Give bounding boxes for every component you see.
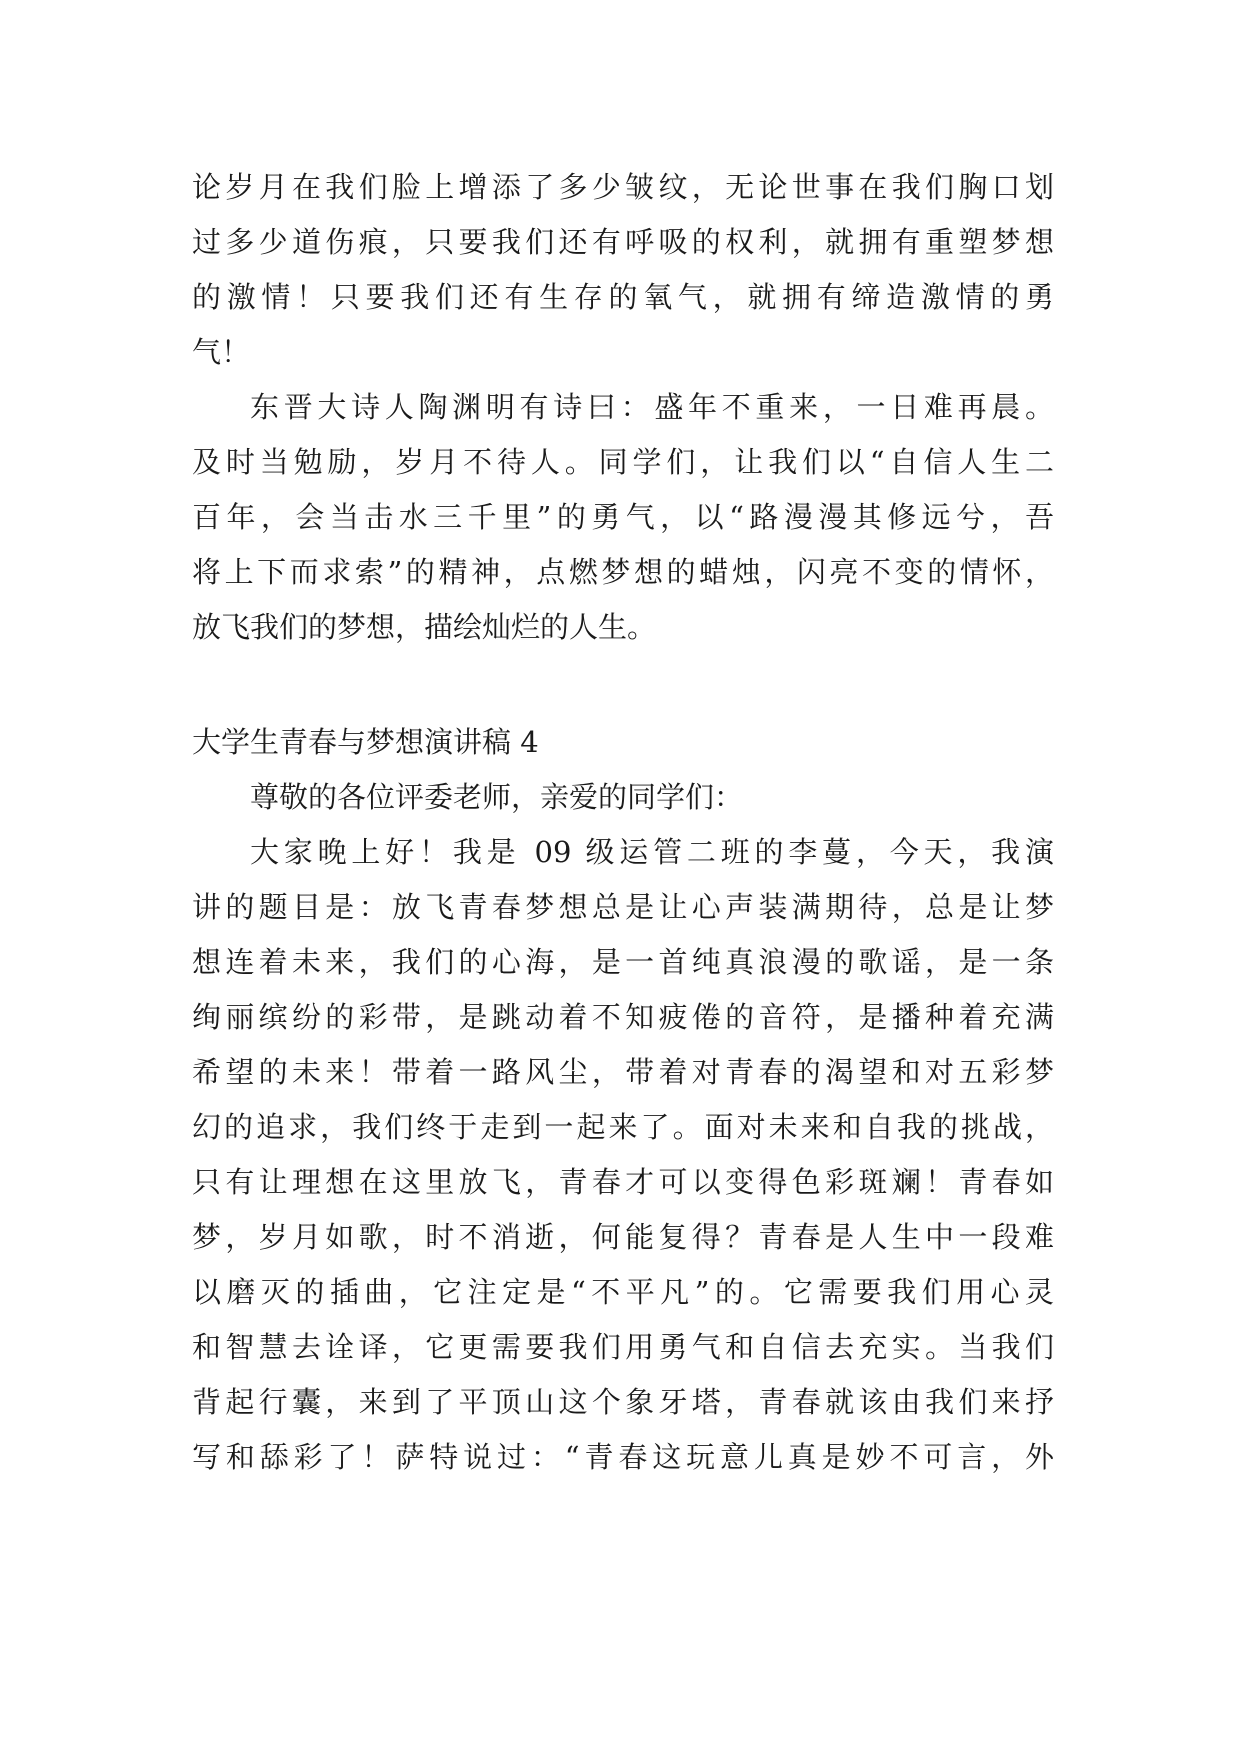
text-line: 和智慧去诠译，它更需要我们用勇气和自信去充实。当我们: [192, 1330, 1054, 1364]
text-line: 及时当勉励，岁月不待人。同学们，让我们以“自信人生二: [192, 445, 1054, 479]
text-line: 只有让理想在这里放飞，青春才可以变得色彩斑斓！青春如: [192, 1165, 1054, 1199]
text-line: 讲的题目是：放飞青春梦想总是让心声装满期待，总是让梦: [192, 890, 1054, 924]
salutation: 尊敬的各位评委老师，亲爱的同学们：: [250, 780, 744, 814]
text-line: 以磨灭的插曲，它注定是“不平凡”的。它需要我们用心灵: [192, 1275, 1054, 1309]
section-spacer: [192, 655, 1054, 715]
text-line: 幻的追求，我们终于走到一起来了。面对未来和自我的挑战，: [192, 1110, 1054, 1144]
text-line: 气！: [192, 335, 251, 369]
paragraph-1: [192, 160, 1054, 380]
text-line: 梦，岁月如歌，时不消逝，何能复得？青春是人生中一段难: [192, 1220, 1054, 1254]
text-line: 绚丽缤纷的彩带，是跳动着不知疲倦的音符，是播种着充满: [192, 1000, 1054, 1034]
text-line: 想连着未来，我们的心海，是一首纯真浪漫的歌谣，是一条: [192, 945, 1054, 979]
text-line: 论岁月在我们脸上增添了多少皱纹，无论世事在我们胸口划: [192, 170, 1054, 204]
text-line: 东晋大诗人陶渊明有诗曰：盛年不重来，一日难再晨。: [250, 390, 1054, 424]
section-title: 大学生青春与梦想演讲稿 4: [192, 725, 539, 759]
text-line: 大家晚上好！我是 09 级运管二班的李蔓，今天，我演: [250, 835, 1054, 869]
text-line: 的激情！只要我们还有生存的氧气，就拥有缔造激情的勇: [192, 280, 1054, 314]
document-body: [192, 160, 1054, 1485]
text-line: 百年，会当击水三千里”的勇气，以“路漫漫其修远兮，吾: [192, 500, 1054, 534]
text-line: 将上下而求索”的精神，点燃梦想的蜡烛，闪亮不变的情怀，: [192, 555, 1054, 589]
text-line: 背起行囊，来到了平顶山这个象牙塔，青春就该由我们来抒: [192, 1385, 1054, 1419]
text-line: 放飞我们的梦想，描绘灿烂的人生。: [192, 610, 657, 644]
paragraph-3: [192, 825, 1054, 1485]
text-line: 希望的未来！带着一路风尘，带着对青春的渴望和对五彩梦: [192, 1055, 1054, 1089]
paragraph-2: [192, 380, 1054, 655]
text-line: 写和舔彩了！萨特说过：“青春这玩意儿真是妙不可言，外: [192, 1440, 1054, 1474]
text-line: 过多少道伤痕，只要我们还有呼吸的权利，就拥有重塑梦想: [192, 225, 1054, 259]
